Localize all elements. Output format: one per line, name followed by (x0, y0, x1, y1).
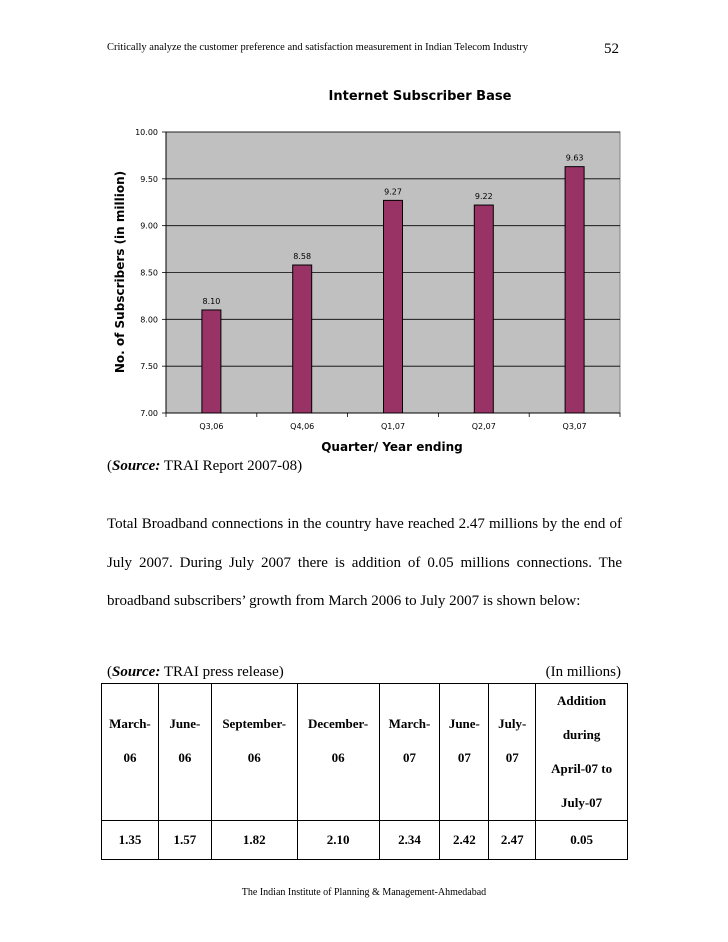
header-line: 06 (178, 750, 192, 765)
table-cell: 2.34 (379, 821, 440, 860)
page-footer: The Indian Institute of Planning & Management-Ahmedabad (241, 887, 487, 898)
bar (202, 310, 221, 413)
page-number: 52 (604, 41, 619, 57)
paragraph-text: Total Broadband connections in the country have reached 2.47 millions by the end of July 2007. During July 2007 there is addition of 0.05 millions connections. The broadband subscribers’ growth from March 2006 to July 2007 is shown below: (107, 516, 622, 609)
header-line: 07 (402, 750, 416, 765)
bar (384, 200, 403, 413)
table-header-row (102, 684, 628, 821)
table-header-cell (297, 684, 379, 821)
running-header: Critically analyze the customer preference and satisfaction measurement in Indian Telecom Industry (107, 42, 528, 53)
bar-value-label: 8.58 (293, 252, 312, 262)
header-line: March- (388, 716, 431, 731)
bar-value-label: 9.63 (565, 153, 584, 163)
header-line: December- (308, 716, 369, 731)
bar-value-label: 9.27 (384, 187, 402, 197)
table-header-cell (536, 684, 628, 821)
header-line: during (562, 727, 601, 742)
y-tick-label: 7.00 (140, 409, 158, 418)
chart-title: Internet Subscriber Base (328, 89, 512, 104)
table-cell: 1.35 (102, 821, 159, 860)
table-header-cell (211, 684, 297, 821)
source-text: TRAI Report 2007-08 (163, 458, 298, 474)
source-label: Source: (112, 458, 161, 474)
table-header-cell (489, 684, 536, 821)
units-label: (In millions) (545, 664, 621, 680)
internet-subscriber-chart (100, 82, 640, 462)
table-cell: 1.57 (158, 821, 211, 860)
header-line: 06 (123, 750, 137, 765)
x-tick-label: Q4,06 (290, 422, 315, 431)
header-line: 06 (247, 750, 261, 765)
table-header-cell (158, 684, 211, 821)
header-line: June- (448, 716, 480, 731)
broadband-table (101, 683, 628, 860)
y-tick-label: 9.00 (140, 221, 158, 231)
chart-source: (Source: TRAI Report 2007-08) (107, 458, 303, 474)
y-tick-label: 8.00 (140, 315, 158, 325)
header-line: Addition (557, 693, 607, 708)
y-axis-label: No. of Subscribers (in million) (113, 170, 127, 374)
y-tick-label: 9.50 (140, 174, 158, 184)
header-line: June- (169, 716, 201, 731)
bar (474, 205, 493, 413)
table-row (102, 821, 628, 860)
x-tick-label: Q2,07 (471, 422, 496, 431)
header-line: July- (498, 716, 527, 731)
bar-value-label: 9.22 (474, 192, 493, 202)
x-tick-label: Q1,07 (380, 422, 406, 431)
header-line: 06 (331, 750, 345, 765)
header-line: 07 (457, 750, 471, 765)
table-source: (Source: TRAI press release) (107, 664, 284, 680)
table-cell: 1.82 (211, 821, 297, 860)
y-tick-label: 7.50 (140, 362, 158, 372)
table-cell: 2.10 (297, 821, 379, 860)
table-header-cell (102, 684, 159, 821)
header-line: September- (222, 716, 287, 731)
header-line: March- (109, 716, 151, 731)
table-header-cell (379, 684, 440, 821)
table-cell: 2.42 (440, 821, 489, 860)
table-header-cell (440, 684, 489, 821)
header-line: 07 (505, 750, 519, 765)
x-tick-label: Q3,06 (199, 422, 224, 431)
source-label: Source: (112, 664, 161, 680)
bar (565, 167, 584, 413)
y-tick-label: 10.00 (135, 128, 158, 137)
body-paragraph (107, 505, 622, 621)
header-line: April-07 to (551, 761, 613, 776)
bar-value-label: 8.10 (202, 296, 221, 306)
header-line: July-07 (561, 795, 603, 810)
x-axis-label: Quarter/ Year ending (321, 440, 463, 454)
chart-canvas (100, 82, 640, 462)
table-cell: 2.47 (489, 821, 536, 860)
y-tick-label: 8.50 (140, 268, 158, 278)
source-text: TRAI press release (163, 664, 279, 680)
x-tick-label: Q3,07 (562, 422, 587, 431)
bar (293, 265, 312, 413)
table-cell: 0.05 (536, 821, 628, 860)
